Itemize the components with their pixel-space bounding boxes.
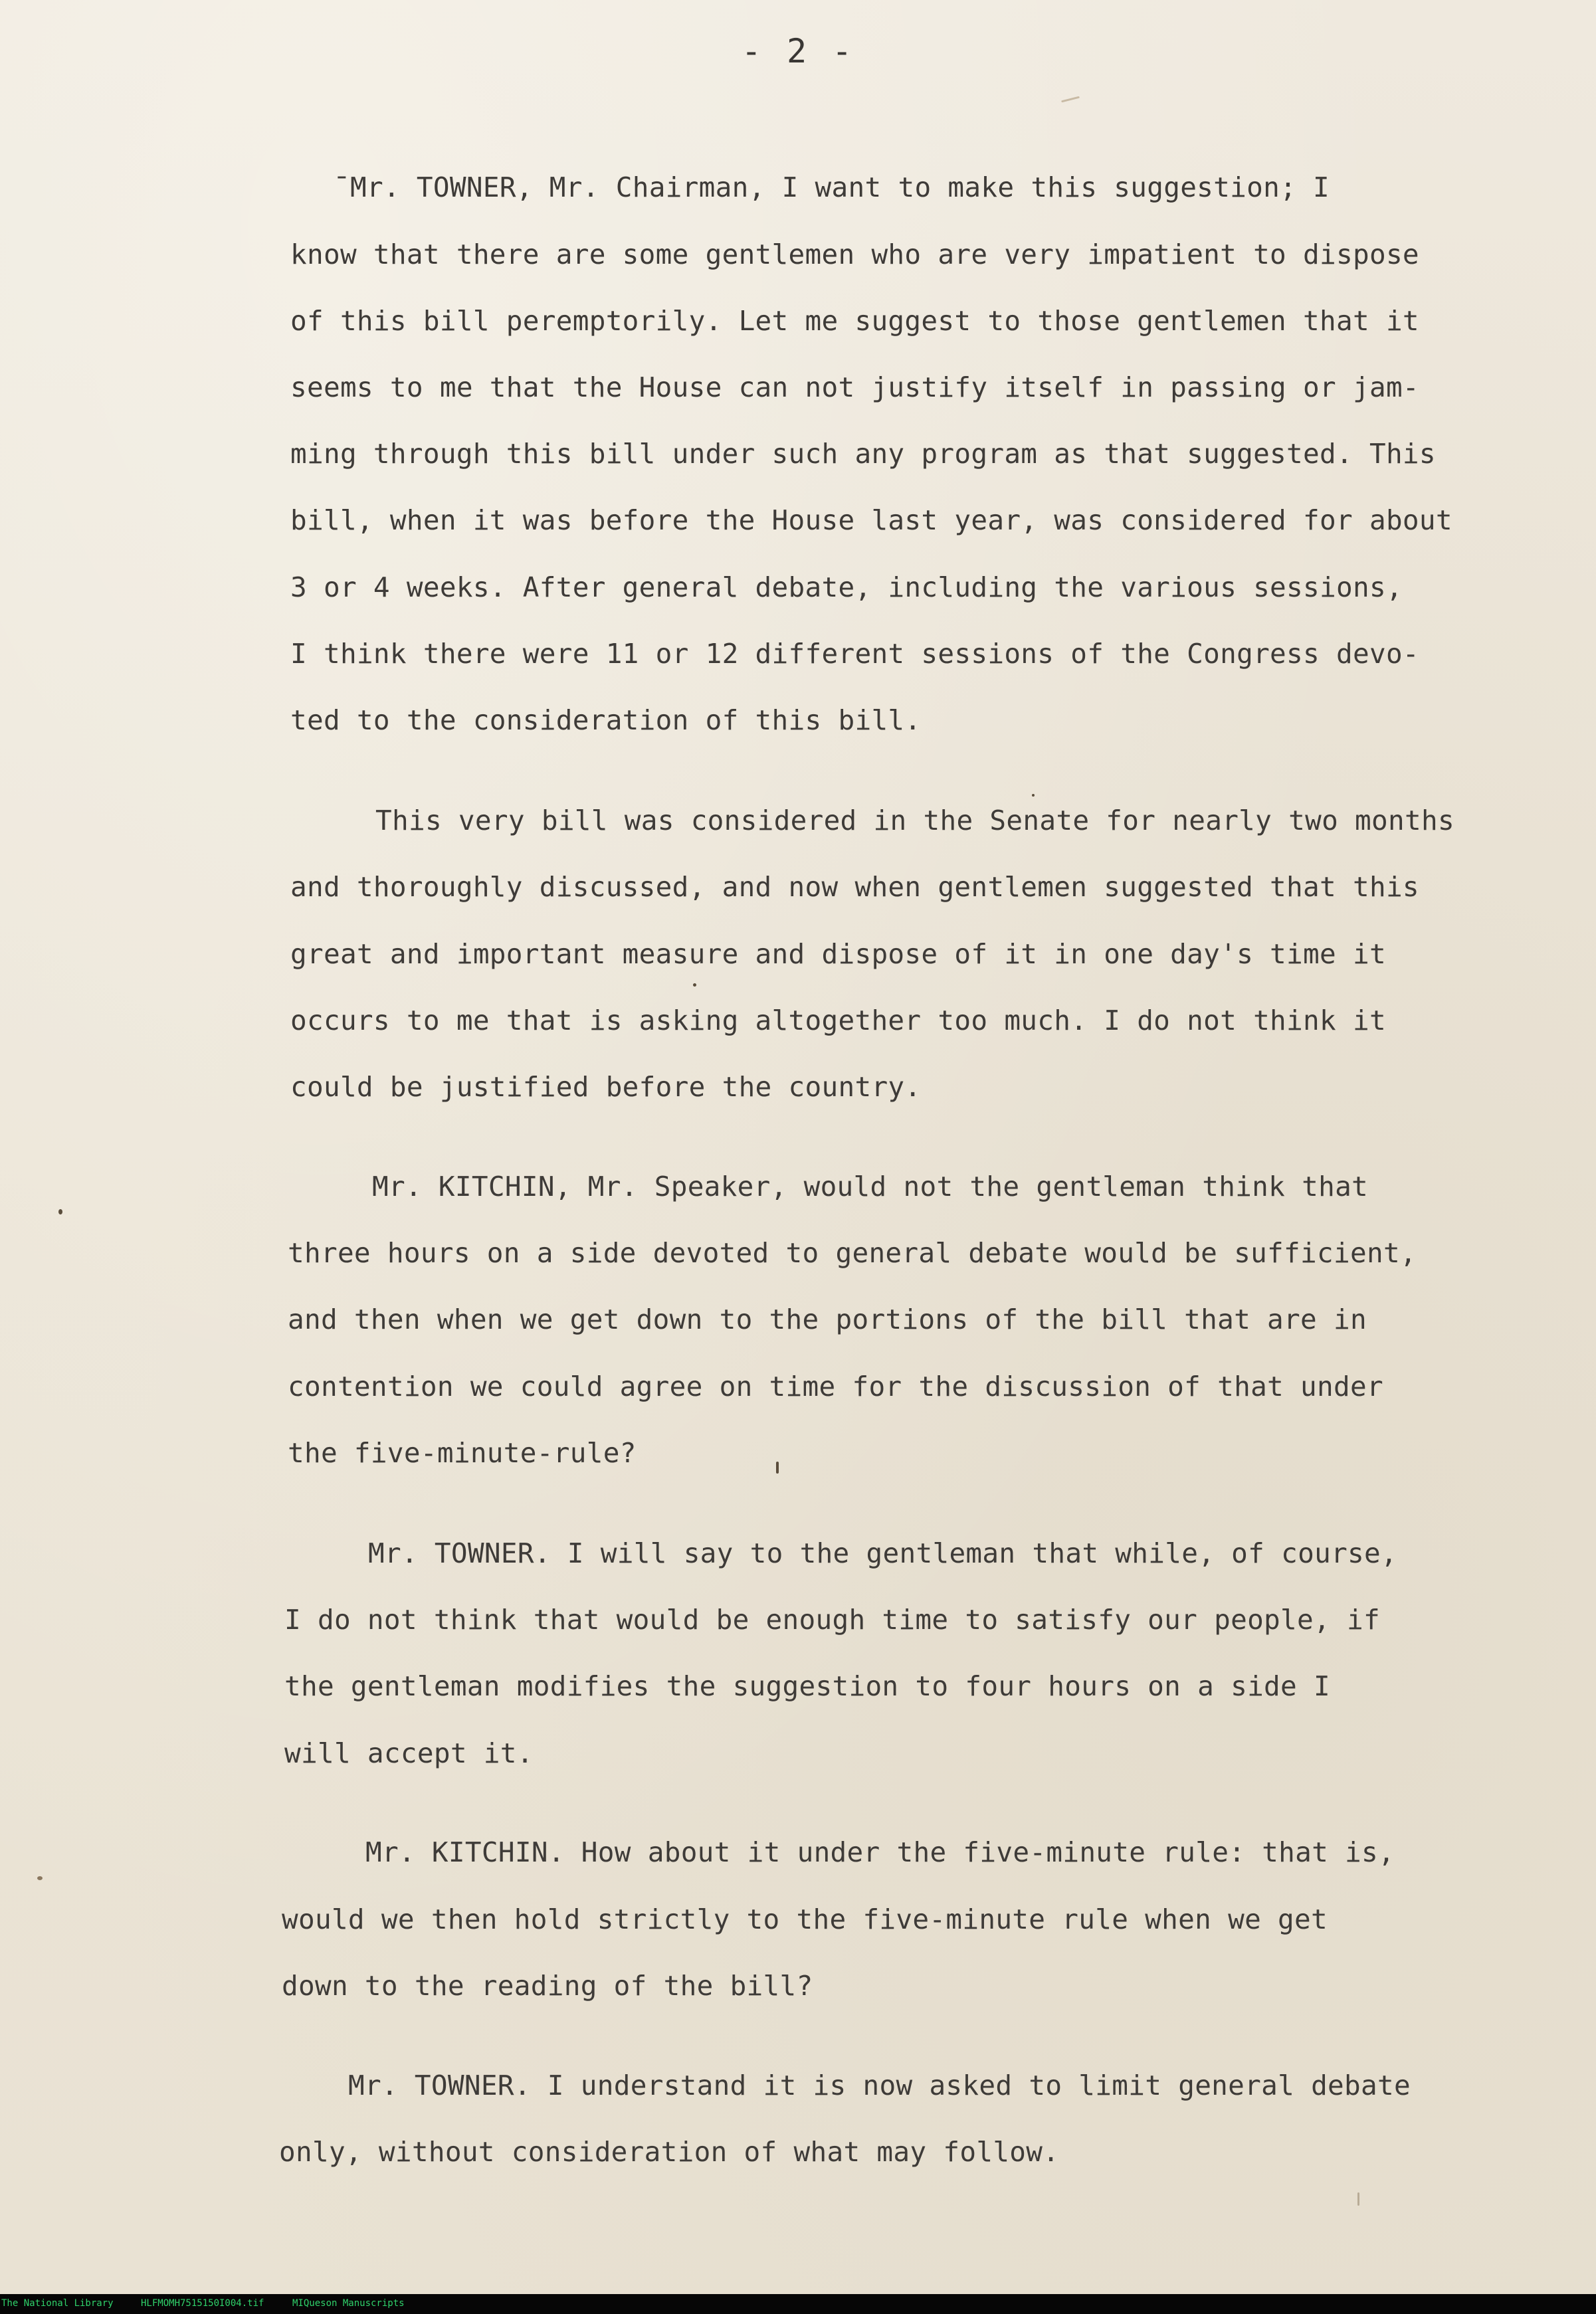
- text-line: occurs to me that is asking altogether too much. I do not think it: [290, 1005, 1386, 1036]
- text-line: bill, when it was before the House last year, was considered for about: [290, 504, 1452, 536]
- text-line: Mr. TOWNER. I will say to the gentleman that while, of course,: [368, 1537, 1398, 1569]
- text-line: three hours on a side devoted to general debate would be sufficient,: [288, 1237, 1417, 1269]
- text-line: I think there were 11 or 12 different sessions of the Congress devo-: [290, 638, 1419, 670]
- paper-speck: [776, 1462, 779, 1474]
- text-line: ming through this bill under such any program as that suggested. This: [290, 438, 1436, 470]
- text-line: This very bill was considered in the Senate for nearly two months: [375, 805, 1454, 836]
- text-line: seems to me that the House can not justify itself in passing or jam-: [290, 371, 1419, 403]
- text-line: the five-minute-rule?: [288, 1437, 637, 1469]
- text-line: 3 or 4 weeks. After general debate, including the various sessions,: [290, 571, 1403, 603]
- text-line: the gentleman modifies the suggestion to four hours on a side I: [284, 1670, 1330, 1702]
- paper-speck: [1032, 794, 1035, 797]
- text-line: Mr. KITCHIN. How about it under the five-minute rule: that is,: [365, 1836, 1395, 1868]
- text-line: would we then hold strictly to the five-minute rule when we get: [282, 1903, 1328, 1935]
- footer-library: The National Library: [1, 2298, 114, 2309]
- text-line: down to the reading of the bill?: [282, 1970, 813, 2002]
- text-line: could be justified before the country.: [290, 1071, 922, 1103]
- text-line: great and important measure and dispose of it in one day's time it: [290, 938, 1386, 970]
- text-line: ted to the consideration of this bill.: [290, 704, 922, 736]
- footer-collection: MIQueson Manuscripts: [292, 2298, 405, 2309]
- paper-speck: [1357, 2192, 1359, 2206]
- text-line: ˉMr. TOWNER, Mr. Chairman, I want to make this suggestion; I: [334, 171, 1330, 203]
- text-line: of this bill peremptorily. Let me suggest to those gentlemen that it: [290, 305, 1419, 337]
- paper-speck: [1061, 96, 1080, 103]
- paper-speck: [58, 1209, 62, 1214]
- footer-file: HLFMOMH7515150I004.tif: [141, 2298, 264, 2309]
- text-line: contention we could agree on time for the discussion of that under: [288, 1371, 1383, 1402]
- paper-speck: [37, 1876, 43, 1880]
- text-line: I do not think that would be enough time to satisfy our people, if: [284, 1604, 1380, 1636]
- text-line: only, without consideration of what may follow.: [279, 2136, 1060, 2168]
- paper-speck: [693, 983, 696, 987]
- text-line: and thoroughly discussed, and now when gentlemen suggested that this: [290, 871, 1419, 903]
- text-line: Mr. TOWNER. I understand it is now asked to limit general debate: [348, 2070, 1411, 2101]
- scan-footer-bar: [0, 2294, 1596, 2314]
- page-number: - 2 -: [741, 32, 855, 70]
- text-line: Mr. KITCHIN, Mr. Speaker, would not the gentleman think that: [372, 1171, 1369, 1203]
- text-line: and then when we get down to the portions of the bill that are in: [288, 1303, 1367, 1335]
- text-line: know that there are some gentlemen who are very impatient to dispose: [290, 239, 1419, 270]
- text-line: will accept it.: [284, 1737, 534, 1769]
